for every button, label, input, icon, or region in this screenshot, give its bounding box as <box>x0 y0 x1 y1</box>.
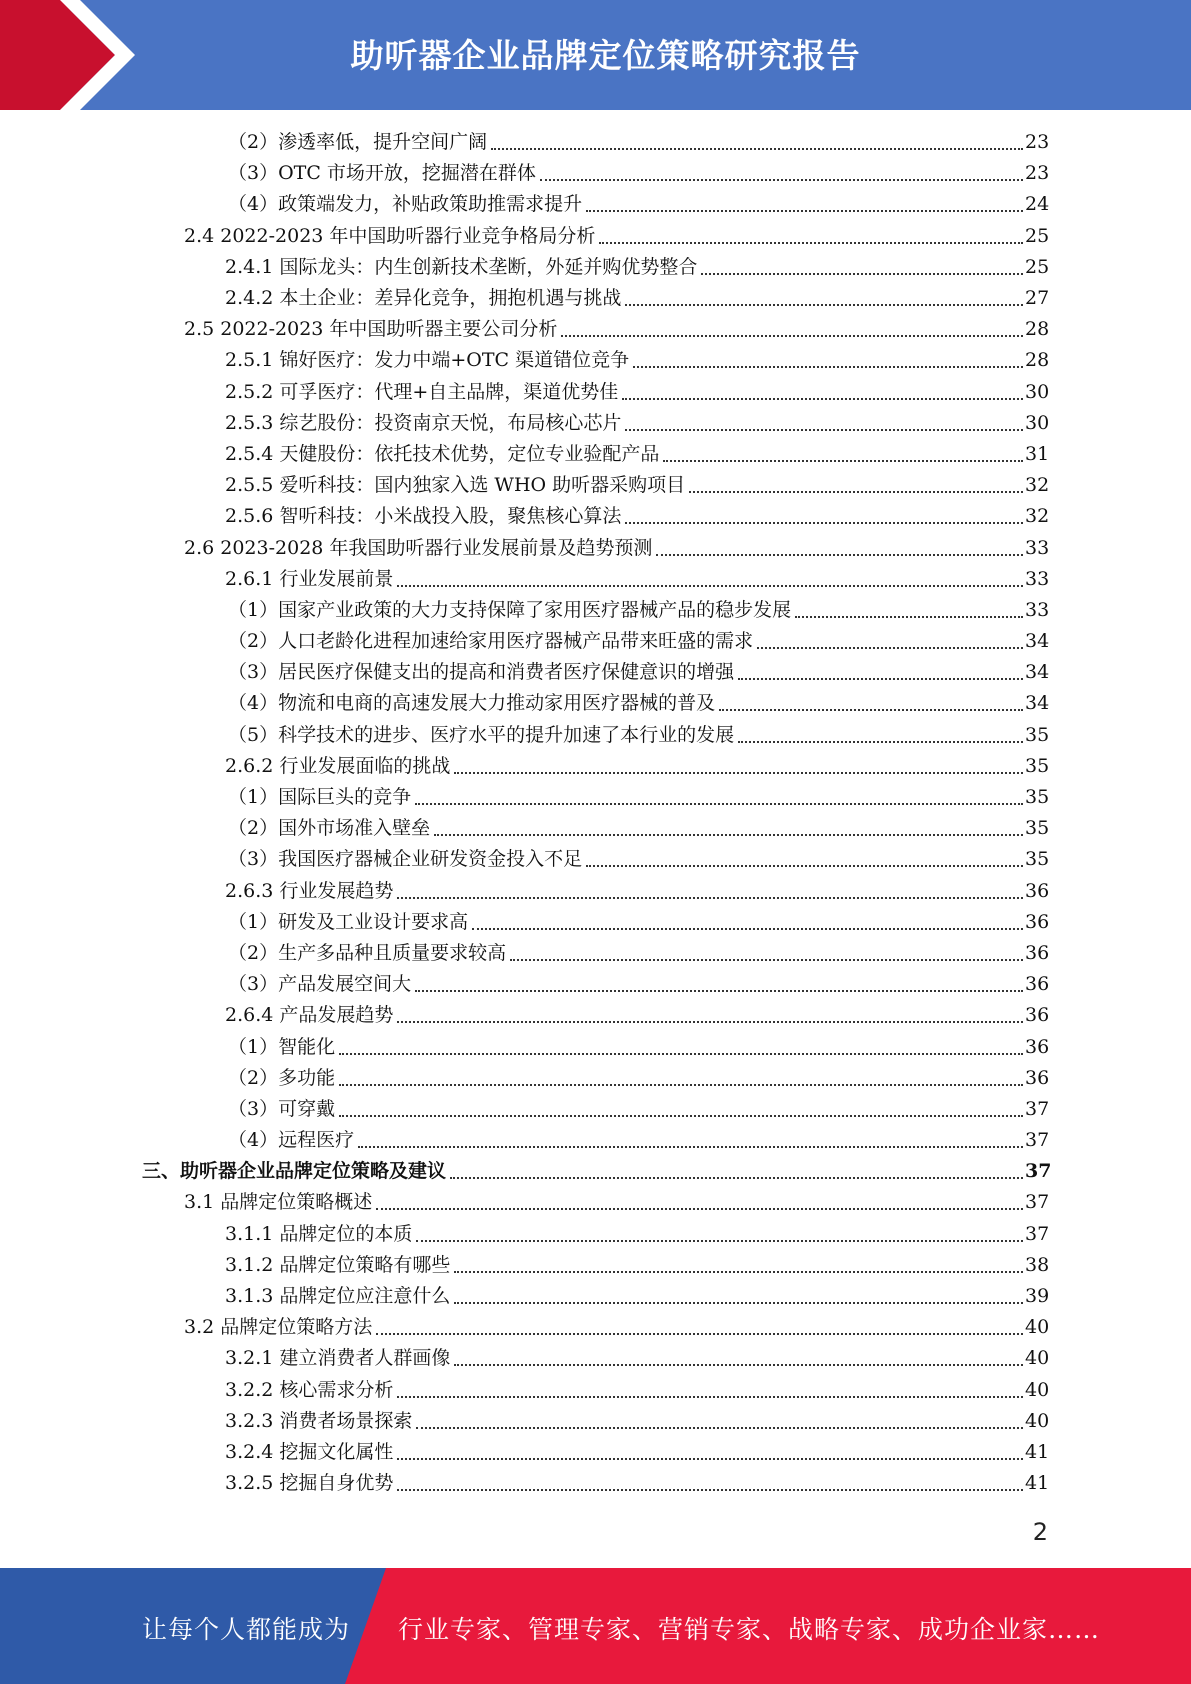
toc-entry-page: 36 <box>1025 973 1050 996</box>
toc-entry-title: 2.6 2023-2028 年我国助听器行业发展前景及趋势预测 <box>184 536 653 559</box>
toc-entry-page: 40 <box>1025 1316 1050 1339</box>
toc-entry[interactable] <box>0 439 1191 470</box>
toc-entry-page: 33 <box>1025 567 1050 590</box>
toc-entry-page: 35 <box>1025 786 1050 809</box>
toc-leader-dots <box>339 1052 1023 1055</box>
toc-entry-page: 31 <box>1025 442 1050 465</box>
toc-entry-page: 37 <box>1025 1097 1050 1120</box>
toc-leader-dots <box>625 521 1023 524</box>
toc-leader-dots <box>738 677 1023 680</box>
toc-leader-dots <box>633 365 1023 368</box>
toc-entry[interactable] <box>0 314 1191 345</box>
toc-entry-title: （1）国际巨头的竞争 <box>228 786 412 809</box>
toc-entry[interactable] <box>0 158 1191 189</box>
toc-entry-title: （1）国家产业政策的大力支持保障了家用医疗器械产品的稳步发展 <box>228 598 792 621</box>
toc-entry-page: 36 <box>1025 1066 1050 1089</box>
toc-entry-title: （3）产品发展空间大 <box>228 973 412 996</box>
toc-leader-dots <box>397 1488 1023 1491</box>
toc-entry[interactable] <box>0 907 1191 938</box>
toc-leader-dots <box>454 1301 1023 1304</box>
toc-entry-title: 3.2.4 挖掘文化属性 <box>225 1440 394 1463</box>
toc-entry[interactable] <box>0 595 1191 626</box>
toc-entry-title: （4）物流和电商的高速发展大力推动家用医疗器械的普及 <box>228 692 716 715</box>
toc-entry[interactable] <box>0 564 1191 595</box>
toc-entry[interactable] <box>0 1031 1191 1062</box>
toc-leader-dots <box>454 771 1023 774</box>
toc-leader-dots <box>719 708 1023 711</box>
footer-banner <box>0 1568 1191 1684</box>
toc-entry[interactable] <box>0 938 1191 969</box>
header-banner <box>0 0 1191 110</box>
toc-entry-title: （2）生产多品种且质量要求较高 <box>228 941 507 964</box>
toc-leader-dots <box>434 833 1023 836</box>
toc-entry[interactable] <box>0 1406 1191 1437</box>
toc-entry-page: 36 <box>1025 910 1050 933</box>
toc-entry-page: 41 <box>1025 1472 1050 1495</box>
toc-entry-page: 23 <box>1025 162 1050 185</box>
toc-entry-page: 25 <box>1025 255 1050 278</box>
toc-entry-title: 2.4.1 国际龙头：内生创新技术垄断，外延并购优势整合 <box>225 255 698 278</box>
toc-entry[interactable] <box>0 1343 1191 1374</box>
toc-entry-page: 35 <box>1025 817 1050 840</box>
toc-entry[interactable] <box>0 1000 1191 1031</box>
toc-leader-dots <box>397 1457 1023 1460</box>
toc-entry-page: 34 <box>1025 692 1050 715</box>
toc-entry-title: （3）可穿戴 <box>228 1097 336 1120</box>
toc-leader-dots <box>397 896 1023 899</box>
toc-entry-title: 3.1 品牌定位策略概述 <box>184 1191 373 1214</box>
toc-entry[interactable] <box>0 1187 1191 1218</box>
toc-leader-dots <box>510 958 1023 961</box>
footer-slogan-right: 行业专家、管理专家、营销专家、战略专家、成功企业家…… <box>398 1615 1101 1644</box>
toc-entry-title: 2.5.6 智听科技：小米战投入股，聚焦核心算法 <box>225 505 622 528</box>
toc-leader-dots <box>339 1083 1023 1086</box>
toc-entry-page: 30 <box>1025 380 1050 403</box>
toc-leader-dots <box>416 1239 1023 1242</box>
toc-leader-dots <box>738 740 1023 743</box>
toc-leader-dots <box>625 303 1023 306</box>
toc-entry[interactable] <box>0 1375 1191 1406</box>
page-number: 2 <box>1032 1518 1048 1546</box>
toc-entry[interactable] <box>0 127 1191 158</box>
toc-leader-dots <box>599 241 1023 244</box>
toc-entry[interactable] <box>0 221 1191 252</box>
toc-entry[interactable] <box>0 657 1191 688</box>
toc-entry-title: （3）居民医疗保健支出的提高和消费者医疗保健意识的增强 <box>228 661 735 684</box>
toc-entry[interactable] <box>0 626 1191 657</box>
toc-entry[interactable] <box>0 1281 1191 1312</box>
toc-leader-dots <box>450 1176 1023 1179</box>
table-of-contents <box>0 127 1191 1499</box>
toc-entry-title: 2.5.3 综艺股份：投资南京天悦，布局核心芯片 <box>225 411 622 434</box>
toc-entry-title: （2）多功能 <box>228 1066 336 1089</box>
toc-leader-dots <box>622 397 1023 400</box>
toc-entry[interactable] <box>0 720 1191 751</box>
toc-entry[interactable] <box>0 782 1191 813</box>
toc-entry-page: 36 <box>1025 879 1050 902</box>
toc-entry[interactable] <box>0 252 1191 283</box>
toc-entry-title: （2）国外市场准入壁垒 <box>228 817 431 840</box>
toc-entry-page: 38 <box>1025 1253 1050 1276</box>
toc-entry-page: 28 <box>1025 318 1050 341</box>
toc-entry-title: （3）OTC 市场开放，挖掘潜在群体 <box>228 162 536 185</box>
toc-entry-page: 39 <box>1025 1285 1050 1308</box>
toc-entry-page: 28 <box>1025 349 1050 372</box>
toc-leader-dots <box>656 553 1023 556</box>
toc-leader-dots <box>454 1363 1023 1366</box>
toc-entry-page: 36 <box>1025 941 1050 964</box>
toc-entry-title: （3）我国医疗器械企业研发资金投入不足 <box>228 848 583 871</box>
toc-entry-page: 34 <box>1025 661 1050 684</box>
toc-entry[interactable] <box>0 189 1191 220</box>
toc-entry[interactable] <box>0 969 1191 1000</box>
toc-entry-page: 36 <box>1025 1035 1050 1058</box>
toc-leader-dots <box>416 1426 1023 1429</box>
report-title: 助听器企业品牌定位策略研究报告 <box>350 36 861 75</box>
toc-entry-title: 2.6.3 行业发展趋势 <box>225 879 394 902</box>
toc-entry-page: 41 <box>1025 1440 1050 1463</box>
toc-entry[interactable] <box>0 501 1191 532</box>
toc-leader-dots <box>625 428 1023 431</box>
toc-entry[interactable] <box>0 283 1191 314</box>
toc-entry-title: 2.5.2 可孚医疗：代理+自主品牌，渠道优势佳 <box>225 380 619 403</box>
toc-entry-title: 2.5.5 爱听科技：国内独家入选 WHO 助听器采购项目 <box>225 474 686 497</box>
toc-entry-title: 2.5.4 天健股份：依托技术优势，定位专业验配产品 <box>225 442 660 465</box>
toc-leader-dots <box>491 147 1023 150</box>
toc-entry-page: 37 <box>1025 1222 1050 1245</box>
toc-entry-page: 32 <box>1025 474 1050 497</box>
toc-entry-page: 34 <box>1025 630 1050 653</box>
toc-entry-page: 33 <box>1025 598 1050 621</box>
toc-entry-title: 2.5 2022-2023 年中国助听器主要公司分析 <box>184 318 558 341</box>
toc-entry-title: 2.5.1 锦好医疗：发力中端+OTC 渠道错位竞争 <box>225 349 630 372</box>
toc-entry-title: （1）研发及工业设计要求高 <box>228 910 469 933</box>
toc-leader-dots <box>397 1395 1023 1398</box>
toc-entry[interactable] <box>0 377 1191 408</box>
toc-leader-dots <box>376 1207 1023 1210</box>
toc-entry[interactable] <box>0 1219 1191 1250</box>
toc-entry-page: 27 <box>1025 287 1050 310</box>
toc-leader-dots <box>397 1020 1023 1023</box>
toc-leader-dots <box>663 459 1023 462</box>
toc-leader-dots <box>561 334 1023 337</box>
toc-entry-page: 33 <box>1025 536 1050 559</box>
toc-leader-dots <box>339 1114 1023 1117</box>
toc-entry[interactable] <box>0 345 1191 376</box>
toc-entry-page: 35 <box>1025 848 1050 871</box>
toc-leader-dots <box>415 989 1023 992</box>
toc-entry-page: 40 <box>1025 1378 1050 1401</box>
toc-entry-title: 2.6.2 行业发展面临的挑战 <box>225 754 451 777</box>
toc-entry-page: 40 <box>1025 1347 1050 1370</box>
toc-leader-dots <box>586 209 1023 212</box>
toc-entry-title: （4）政策端发力，补贴政策助推需求提升 <box>228 193 583 216</box>
toc-entry-title: 2.4.2 本土企业：差异化竞争，拥抱机遇与挑战 <box>225 287 622 310</box>
toc-entry-page: 24 <box>1025 193 1050 216</box>
toc-leader-dots <box>757 646 1023 649</box>
toc-entry-page: 37 <box>1025 1160 1052 1183</box>
footer-slogan-left: 让每个人都能成为 <box>142 1615 351 1644</box>
toc-entry[interactable] <box>0 1094 1191 1125</box>
toc-entry-page: 35 <box>1025 723 1050 746</box>
toc-entry-page: 23 <box>1025 131 1050 154</box>
toc-entry[interactable] <box>0 532 1191 563</box>
toc-entry[interactable] <box>0 1125 1191 1156</box>
toc-entry-title: 3.1.1 品牌定位的本质 <box>225 1222 413 1245</box>
toc-entry[interactable] <box>0 876 1191 907</box>
toc-leader-dots <box>454 1270 1023 1273</box>
toc-leader-dots <box>540 178 1023 181</box>
toc-entry-page: 32 <box>1025 505 1050 528</box>
toc-entry-title: 3.2.1 建立消费者人群画像 <box>225 1347 451 1370</box>
toc-entry[interactable] <box>0 470 1191 501</box>
toc-entry[interactable] <box>0 813 1191 844</box>
toc-entry-page: 37 <box>1025 1191 1050 1214</box>
toc-entry-title: 3.2.2 核心需求分析 <box>225 1378 394 1401</box>
toc-leader-dots <box>701 272 1023 275</box>
toc-entry-title: （5）科学技术的进步、医疗水平的提升加速了本行业的发展 <box>228 723 735 746</box>
toc-entry-title: 3.1.3 品牌定位应注意什么 <box>225 1285 451 1308</box>
toc-entry[interactable] <box>0 1437 1191 1468</box>
toc-entry-title: 3.2 品牌定位策略方法 <box>184 1316 373 1339</box>
toc-entry-title: 2.4 2022-2023 年中国助听器行业竞争格局分析 <box>184 224 596 247</box>
toc-entry-title: 2.6.1 行业发展前景 <box>225 567 394 590</box>
toc-entry[interactable] <box>0 1250 1191 1281</box>
toc-entry[interactable] <box>0 751 1191 782</box>
toc-entry-title: （2）人口老龄化进程加速给家用医疗器械产品带来旺盛的需求 <box>228 630 754 653</box>
toc-entry-title: （1）智能化 <box>228 1035 336 1058</box>
toc-entry-title: （4）远程医疗 <box>228 1129 355 1152</box>
toc-leader-dots <box>472 927 1023 930</box>
toc-entry-page: 35 <box>1025 754 1050 777</box>
toc-entry[interactable] <box>0 1468 1191 1499</box>
toc-entry[interactable] <box>0 1312 1191 1343</box>
toc-leader-dots <box>376 1332 1023 1335</box>
toc-entry-page: 25 <box>1025 224 1050 247</box>
toc-entry-title: 2.6.4 产品发展趋势 <box>225 1004 394 1027</box>
toc-entry-page: 36 <box>1025 1004 1050 1027</box>
toc-leader-dots <box>397 584 1023 587</box>
toc-entry[interactable] <box>0 408 1191 439</box>
toc-entry-title: 三、助听器企业品牌定位策略及建议 <box>142 1160 447 1183</box>
toc-entry-title: （2）渗透率低，提升空间广阔 <box>228 131 488 154</box>
toc-leader-dots <box>586 864 1023 867</box>
toc-entry[interactable] <box>0 1063 1191 1094</box>
toc-leader-dots <box>689 490 1023 493</box>
toc-entry[interactable] <box>0 1156 1191 1187</box>
toc-entry-page: 40 <box>1025 1409 1050 1432</box>
toc-leader-dots <box>415 802 1023 805</box>
toc-entry-title: 3.2.3 消费者场景探索 <box>225 1409 413 1432</box>
toc-entry-title: 3.1.2 品牌定位策略有哪些 <box>225 1253 451 1276</box>
toc-entry-page: 30 <box>1025 411 1050 434</box>
toc-entry[interactable] <box>0 688 1191 719</box>
toc-entry-title: 3.2.5 挖掘自身优势 <box>225 1472 394 1495</box>
toc-entry-page: 37 <box>1025 1129 1050 1152</box>
toc-leader-dots <box>358 1145 1023 1148</box>
toc-leader-dots <box>795 615 1023 618</box>
toc-entry[interactable] <box>0 844 1191 875</box>
